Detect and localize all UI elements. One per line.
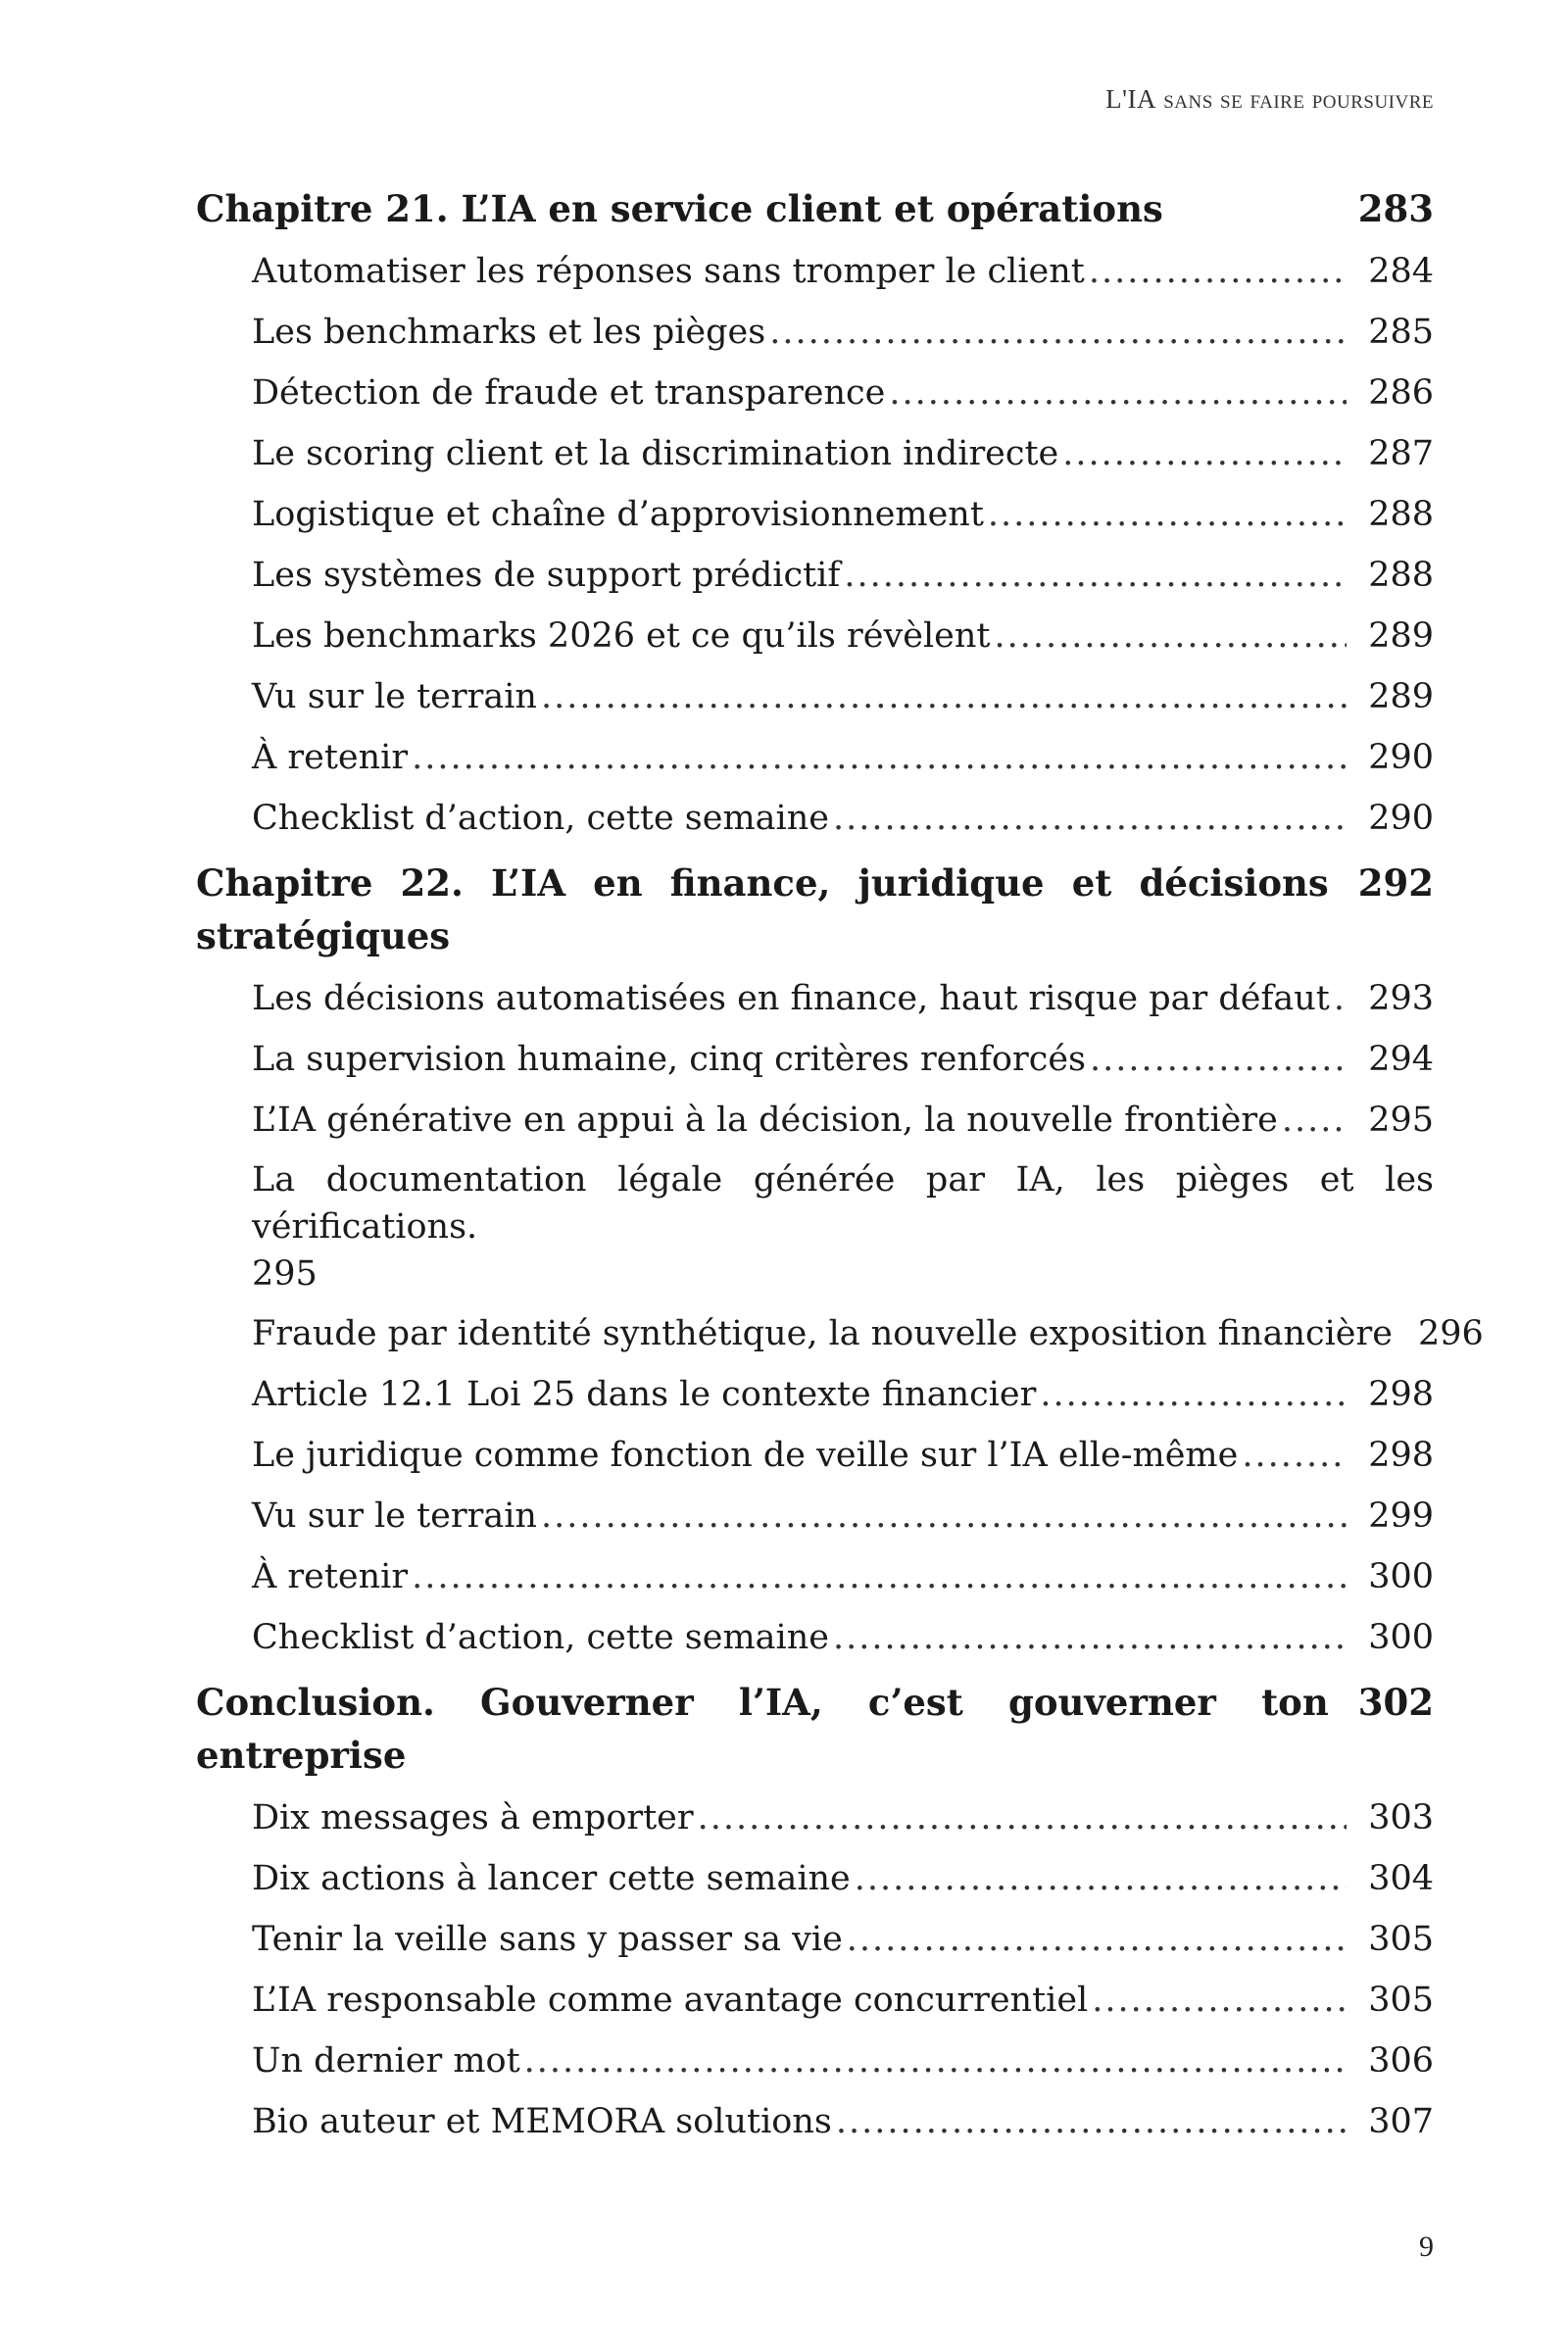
dot-leader xyxy=(541,666,1347,727)
entry-page: 306 xyxy=(1368,2041,1434,2081)
chapter-22-heading[interactable] xyxy=(196,857,1434,962)
toc-entry[interactable] xyxy=(252,1970,1434,2031)
dot-leader xyxy=(988,484,1347,545)
table-of-contents xyxy=(196,182,1484,2152)
entry-page: 290 xyxy=(1368,799,1434,838)
entry-title: Le juridique comme fonction de veille sur l’IA elle-même xyxy=(252,1436,1239,1475)
entry-title: Le scoring client et la discrimination indirecte xyxy=(252,434,1059,473)
entry-title: Détection de fraude et transparence xyxy=(252,373,886,413)
entry-page: 303 xyxy=(1368,1798,1434,1838)
entry-title: Checklist d’action, cette semaine xyxy=(252,1618,829,1657)
entry-page: 307 xyxy=(1368,2102,1434,2141)
entry-title: Fraude par identité synthétique, la nouvelle exposition financière xyxy=(252,1314,1393,1353)
entry-page: 288 xyxy=(1368,495,1434,534)
entry-page: 288 xyxy=(1368,556,1434,595)
dot-leader xyxy=(844,545,1347,606)
entry-page: 298 xyxy=(1368,1375,1434,1414)
toc-entry[interactable] xyxy=(252,1029,1434,1090)
chapter-title: Chapitre 22. L’IA en finance, juridique et décisions stratégiques xyxy=(196,861,1329,957)
toc-entry[interactable] xyxy=(252,423,1434,484)
toc-entry[interactable] xyxy=(252,968,1434,1029)
entry-page: 305 xyxy=(1368,1920,1434,1959)
toc-entry[interactable] xyxy=(252,606,1434,666)
entry-title: Dix actions à lancer cette semaine xyxy=(252,1859,851,1898)
toc-entry[interactable] xyxy=(252,727,1434,788)
entry-page: 296 xyxy=(1417,1314,1484,1353)
conclusion-heading[interactable] xyxy=(196,1676,1434,1782)
toc-entry[interactable] xyxy=(252,241,1434,302)
dot-leader xyxy=(541,1486,1347,1546)
toc-entry[interactable] xyxy=(252,1546,1434,1607)
entry-title: Dix messages à emporter xyxy=(252,1798,694,1838)
entry-page: 286 xyxy=(1368,373,1434,413)
chapter-page: 283 xyxy=(1357,187,1434,230)
dot-leader xyxy=(412,1546,1347,1607)
dot-leader xyxy=(698,1788,1348,1848)
entry-title: Bio auteur et MEMORA solutions xyxy=(252,2102,832,2141)
entry-page: 284 xyxy=(1368,252,1434,291)
entry-page: 287 xyxy=(1368,434,1434,473)
entry-page: 289 xyxy=(1368,616,1434,656)
dot-leader xyxy=(1092,1970,1347,2031)
running-header-title: sans se faire poursuivre xyxy=(1155,84,1434,114)
chapter-title: Chapitre 21. L’IA en service client et opérations xyxy=(196,187,1163,230)
entry-title: Un dernier mot xyxy=(252,2041,520,2081)
toc-entry[interactable] xyxy=(252,2031,1434,2091)
dot-leader xyxy=(836,2091,1347,2152)
entry-page: 294 xyxy=(1368,1040,1434,1079)
dot-leader xyxy=(1334,968,1347,1029)
entry-title: Les benchmarks 2026 et ce qu’ils révèlent xyxy=(252,616,991,656)
toc-entry[interactable] xyxy=(252,2091,1434,2152)
running-header xyxy=(1105,84,1434,115)
entry-title: Logistique et chaîne d’approvisionnement xyxy=(252,495,984,534)
entry-title: Les systèmes de support prédictif xyxy=(252,556,841,595)
dot-leader xyxy=(833,1607,1347,1668)
dot-leader xyxy=(1062,423,1347,484)
toc-entry[interactable] xyxy=(252,363,1434,423)
entry-page: 290 xyxy=(1368,738,1434,777)
entry-title: À retenir xyxy=(252,1557,409,1596)
toc-entry[interactable] xyxy=(252,1303,1484,1364)
toc-entry[interactable] xyxy=(252,1425,1434,1486)
entry-title: Checklist d’action, cette semaine xyxy=(252,799,829,838)
entry-title: La supervision humaine, cinq critères renforcés xyxy=(252,1040,1087,1079)
entry-page: 295 xyxy=(1368,1101,1434,1140)
entry-title: Article 12.1 Loi 25 dans le contexte financier xyxy=(252,1375,1037,1414)
toc-entry[interactable] xyxy=(252,788,1434,849)
entry-title: Tenir la veille sans y passer sa vie xyxy=(252,1920,843,1959)
entry-title: Vu sur le terrain xyxy=(252,1496,537,1536)
dot-leader xyxy=(889,363,1347,423)
entry-page: 300 xyxy=(1368,1618,1434,1657)
entry-page: 295 xyxy=(252,1254,318,1294)
entry-page: 305 xyxy=(1368,1981,1434,2020)
dot-leader xyxy=(1090,1029,1347,1090)
dot-leader xyxy=(847,1909,1347,1970)
dot-leader xyxy=(769,302,1347,363)
page-number: 9 xyxy=(1419,2230,1434,2263)
dot-leader xyxy=(1282,1090,1347,1151)
entry-page: 293 xyxy=(1368,979,1434,1018)
chapter-21-heading[interactable] xyxy=(196,182,1434,235)
toc-entry[interactable] xyxy=(252,545,1434,606)
toc-entry[interactable] xyxy=(252,302,1434,363)
dot-leader xyxy=(1089,241,1347,302)
entry-title: La documentation légale générée par IA, les pièges et les vérifications. xyxy=(252,1160,1434,1247)
entry-page: 304 xyxy=(1368,1859,1434,1898)
toc-entry[interactable] xyxy=(252,1486,1434,1546)
dot-leader xyxy=(855,1848,1347,1909)
dot-leader xyxy=(833,788,1347,849)
running-header-prefix: L'IA xyxy=(1105,84,1156,114)
toc-entry[interactable] xyxy=(252,484,1434,545)
chapter-page: 292 xyxy=(1357,861,1434,905)
toc-entry[interactable] xyxy=(252,666,1434,727)
entry-page: 289 xyxy=(1368,677,1434,716)
entry-page: 298 xyxy=(1368,1436,1434,1475)
entry-title: L’IA responsable comme avantage concurrentiel xyxy=(252,1981,1089,2020)
entry-title: Les décisions automatisées en finance, haut risque par défaut xyxy=(252,979,1330,1018)
toc-entry[interactable] xyxy=(252,1090,1434,1151)
dot-leader xyxy=(1242,1425,1347,1486)
dot-leader xyxy=(524,2031,1348,2091)
chapter-title: Conclusion. Gouverner l’IA, c’est gouverner ton entreprise xyxy=(196,1681,1329,1777)
toc-entry[interactable] xyxy=(252,1909,1434,1970)
entry-title: L’IA générative en appui à la décision, la nouvelle frontière xyxy=(252,1101,1278,1140)
dot-leader xyxy=(1040,1364,1347,1425)
entry-page: 300 xyxy=(1368,1557,1434,1596)
toc-entry[interactable] xyxy=(252,1156,1434,1298)
entry-title: Vu sur le terrain xyxy=(252,677,537,716)
dot-leader xyxy=(412,727,1347,788)
entry-title: À retenir xyxy=(252,738,409,777)
entry-title: Les benchmarks et les pièges xyxy=(252,313,766,352)
dot-leader xyxy=(994,606,1347,666)
toc-entry[interactable] xyxy=(252,1607,1434,1668)
toc-entry[interactable] xyxy=(252,1364,1434,1425)
chapter-page: 302 xyxy=(1357,1681,1434,1724)
entry-page: 299 xyxy=(1368,1496,1434,1536)
toc-entry[interactable] xyxy=(252,1788,1434,1848)
entry-title: Automatiser les réponses sans tromper le client xyxy=(252,252,1085,291)
toc-entry[interactable] xyxy=(252,1848,1434,1909)
entry-page: 285 xyxy=(1368,313,1434,352)
